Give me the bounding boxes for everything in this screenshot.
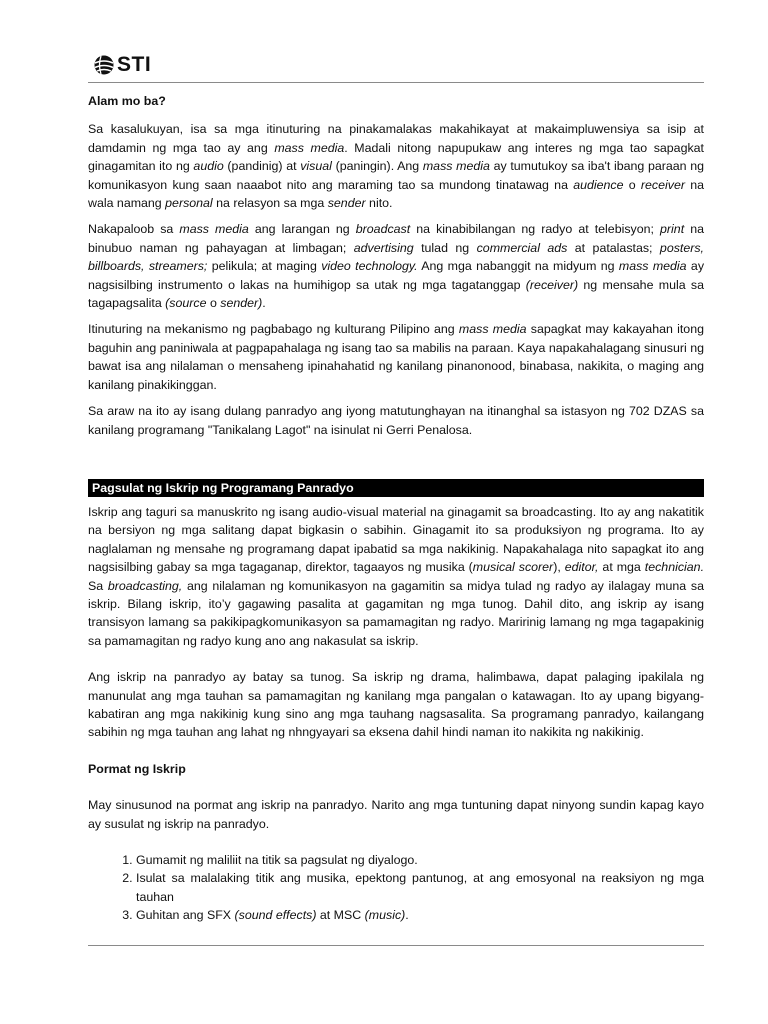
paragraph-intro: Sa kasalukuyan, isa sa mga itinuturing na pinakamalakas makahikayat at makaimpluwensiya sa isip at damdamin ng mga tao ay ang mass media. Madali nitong napupukaw ang interes ng mga tao sapagkat ginagamitan ito ng audio (pandinig) at visual (paningin). Ang mass media ay tumutukoy sa iba't ibang paraan ng komunikasyon kung saan naaabot nito ang maraming tao sa mundong tinatawag na audience o receiver na wala namang personal na relasyon sa mga sender nito. (88, 122, 704, 211)
paragraph-mass-media-types: Nakapaloob sa mass media ang larangan ng broadcast na kinabibilangan ng radyo at telebisyon; print na binubuo naman ng pahayagan at limbagan; advertising tulad ng commercial ads at patalastas; posters, billboards, streamers; pelikula; at maging video technology. Ang mga nabanggit na midyum ng mass media ay nagsisilbing instrumento o lakas na humihigop sa utak ng mga tagatanggap (receiver) ng mensahe mula sa tagapagsalita (source o sender). (88, 222, 705, 311)
globe-icon (92, 54, 116, 76)
document-body (88, 92, 704, 925)
subheading-pormat-ng-iskrip: Pormat ng Iskrip (88, 761, 186, 776)
paragraph-iskrip-definition: Iskrip ang taguri sa manuskrito ng isang audio-visual material na ginagamit sa broadcasting. Ito ay ang nakatitik na bersiyon ng mga salitang dapat bigkasin o sabihin. Ginagamit ito sa produksiyon ng programa. Ito ay naglalaman ng mensahe ng programang dapat ipabatid sa mga nakikinig. Napakahalaga nito sapagkat ito ang nagsisilbing gabay sa mga tagaganap, direktor, tagaayos ng musika (musical scorer), editor, at mga technician. Sa broadcasting, ang nilalaman ng komunikasyon na gagamitin sa midya tulad ng radyo ay ilalagay muna sa iskrip. Bilang iskrip, ito’y gagawing pasalita at gagamitan ng mga tunog. Dahil dito, ang iskrip ay isang transisyon lamang sa pakikipagkomunikasyon sa pamamagitan ng radyo. Maririnig lamang ng mga tagapakinig sa pamamagitan ng radyo kung ano ang nakasulat sa iskrip. (88, 504, 705, 648)
paragraph-batay-sa-tunog: Ang iskrip na panradyo ay batay sa tunog. Sa iskrip ng drama, halimbawa, dapat palaging ipakilala ng manunulat ang mga tauhan sa pamamagitan ng kanilang mga pangalan o katawagan. Ito ay upang bigyang-kabatiran ang mga nakikinig kung sino ang mga tauhang nagsasalita. Sa programang panradyo, kailangang sabihin ng mga tauhan ang lahat ng nhngyayari sa eksena dahil hindi naman ito nakikita ng nakikinig. (88, 670, 704, 740)
section-heading-alam-mo-ba: Alam mo ba? (88, 94, 166, 108)
paragraph-mekanismo: Itinuturing na mekanismo ng pagbabago ng kulturang Pilipino ang mass media sapagkat may kakayahan itong baguhin ang paniniwala at pagpapahalaga ng isang tao sa mabilis na paraan. Kaya napakahalagang sinusuri ng bawat isa ang nilalaman o mensaheng ipinahahatid ng kanilang pinanonood, binabasa, nakikita, o maging ang kanilang pinakikinggan. (88, 322, 704, 392)
paragraph-dulang-panradyo: Sa araw na ito ay isang dulang panradyo ang iyong matutunghayan na itinanghal sa istasyon ng 702 DZAS sa kanilang programang "Tanikalang Lagot" na isinulat ni Gerri Penalosa. (88, 404, 704, 437)
page-header (88, 52, 704, 83)
list-item: 3. Guhitan ang SFX (sound effects) at MSC (music). (136, 906, 704, 924)
list-item: 1. Gumamit ng maliliit na titik sa pagsulat ng diyalogo. (136, 851, 704, 869)
logo-text: STI (117, 53, 152, 76)
section-banner-pagsulat-ng-iskrip: Pagsulat ng Iskrip ng Programang Panradyo (88, 479, 704, 497)
tuntunin-list (88, 851, 704, 925)
sti-logo (92, 54, 151, 76)
footer-divider (88, 945, 704, 946)
paragraph-pormat-intro: May sinusunod na pormat ang iskrip na panradyo. Narito ang mga tuntuning dapat ninyong sundin kapag kayo ay susulat ng iskrip na panradyo. (88, 798, 704, 831)
list-item: 2. Isulat sa malalaking titik ang musika, epektong pantunog, at ang emosyonal na reaksiyon ng mga tauhan (136, 869, 704, 906)
